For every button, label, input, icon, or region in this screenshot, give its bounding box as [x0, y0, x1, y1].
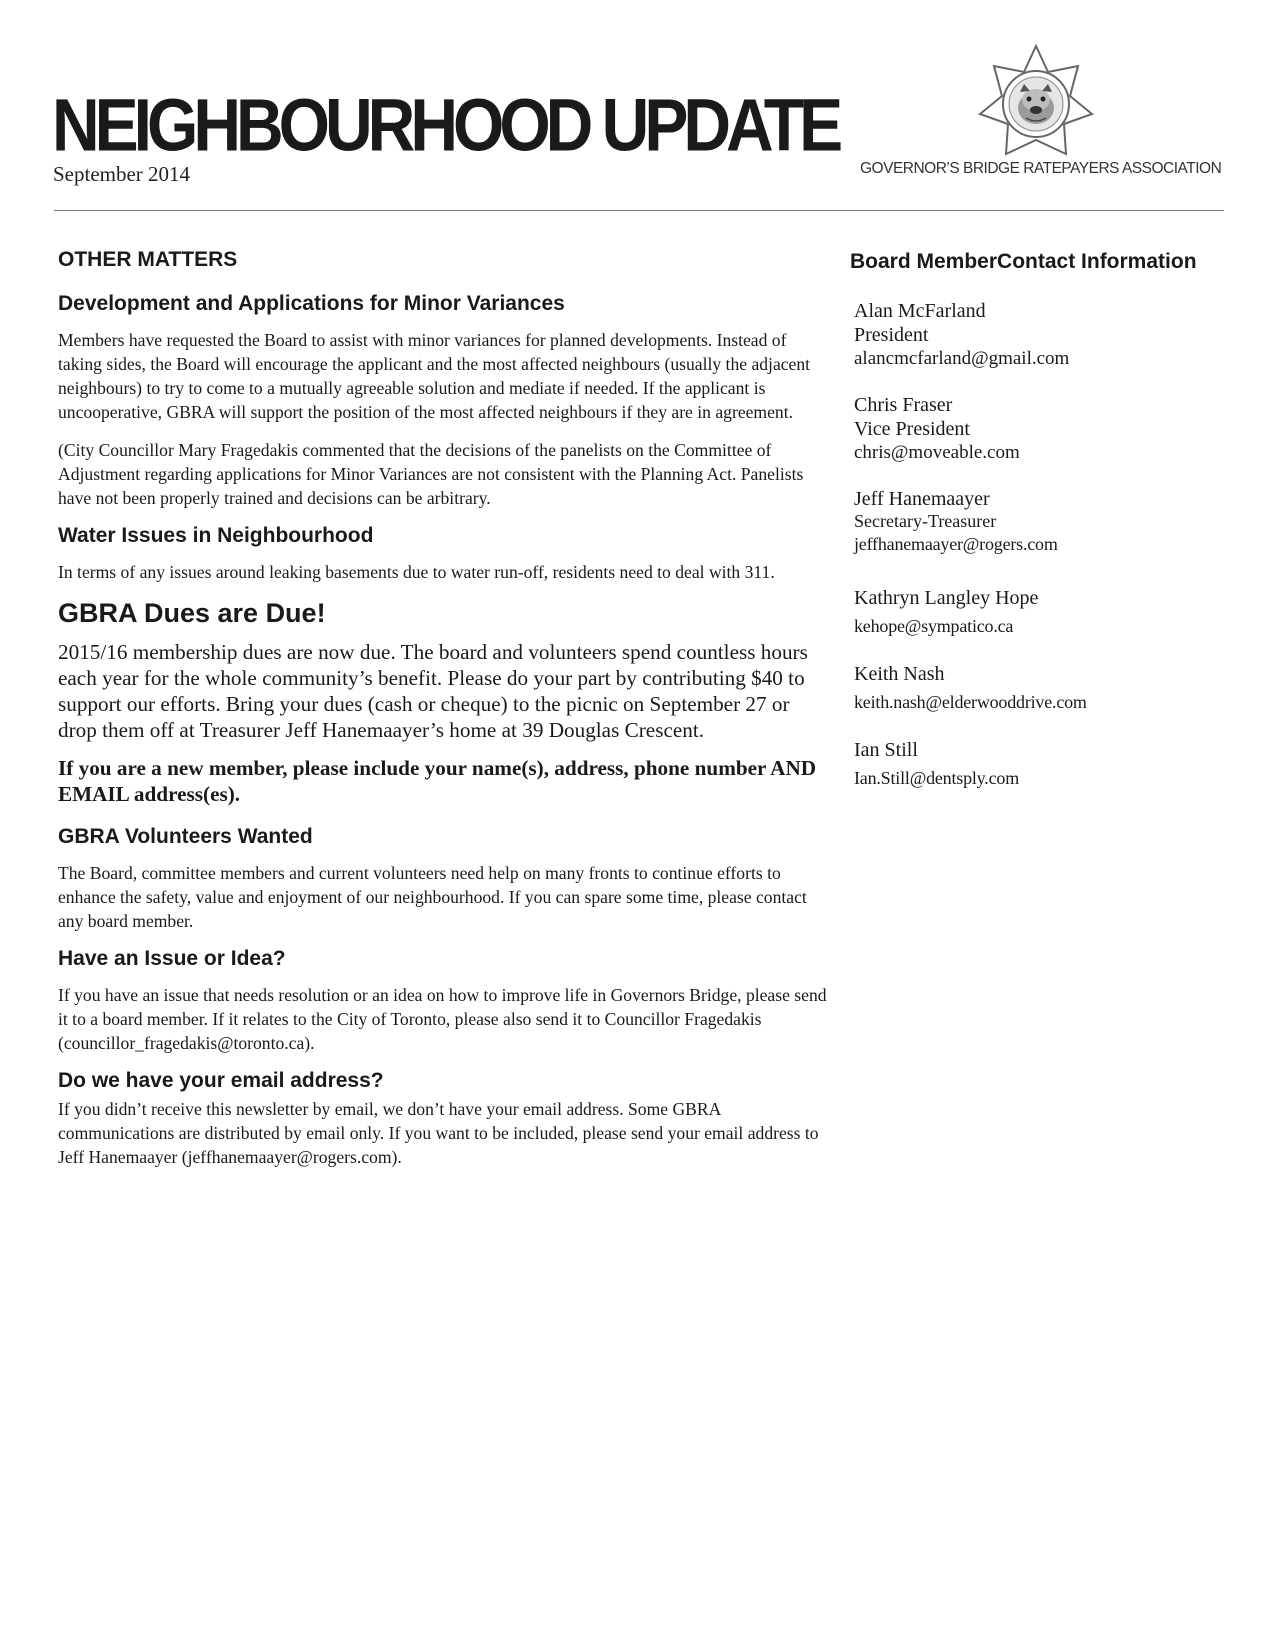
member-email[interactable]: chris@moveable.com: [854, 442, 1020, 463]
board-member: [854, 487, 1230, 556]
email-address-paragraph: If you didn’t receive this newsletter by email, we don’t have your email address. Some GBRA communications are distributed by email only. If you want to be included, please send your email address to Jeff Hanemaayer (jeffhanemaayer@rogers.com).: [58, 1099, 819, 1167]
dues-paragraph: 2015/16 membership dues are now due. The board and volunteers spend countless hours each year for the whole community’s benefit. Please do your part by contributing $40 to support our efforts. Bring your dues (cash or cheque) to the picnic on September 27 or drop them off at Treasurer Jeff Hanemaayer’s home at 39 Douglas Crescent.: [58, 640, 808, 742]
main-column: [58, 248, 828, 1183]
member-name: Ian Still: [854, 739, 918, 761]
bulldog-rose-crest-icon: [978, 44, 1094, 156]
member-email[interactable]: jeffhanemaayer@rogers.com: [854, 534, 1058, 554]
association-name: GOVERNOR’S BRIDGE RATEPAYERS ASSOCIATION: [860, 160, 1222, 177]
new-member-notice: If you are a new member, please include your name(s), address, phone number AND EMAIL address(es).: [58, 756, 817, 806]
minor-variances-paragraph: Members have requested the Board to assist with minor variances for planned developments. Instead of taking sides, the Board will encourage the applicant and the most affected neighbours (usually the adjacent neighbours) to try to come to a mutually agreeable solution and mediate if needed. If the applicant is uncooperative, GBRA will support the position of the most affected neighbours if they are in agreement.: [58, 330, 811, 422]
board-member: [854, 393, 1230, 465]
member-email[interactable]: alancmcfarland@gmail.com: [854, 348, 1070, 369]
issue-date: September 2014: [53, 162, 191, 186]
board-member: [854, 662, 1230, 714]
board-contacts-title: Board MemberContact Information: [850, 250, 1197, 273]
section-title: OTHER MATTERS: [58, 248, 238, 271]
member-role: President: [854, 324, 929, 346]
issue-idea-heading: Have an Issue or Idea?: [58, 947, 286, 970]
board-member: [854, 586, 1230, 638]
dues-heading: GBRA Dues are Due!: [58, 598, 326, 628]
member-email[interactable]: kehope@sympatico.ca: [854, 616, 1014, 636]
board-member: [854, 738, 1230, 790]
member-email[interactable]: Ian.Still@dentsply.com: [854, 768, 1019, 788]
member-name: Kathryn Langley Hope: [854, 587, 1039, 609]
member-name: Jeff Hanemaayer: [854, 488, 990, 510]
water-issues-heading: Water Issues in Neighbourhood: [58, 524, 374, 547]
board-contacts-sidebar: [850, 248, 1230, 812]
header-divider: [54, 210, 1224, 211]
volunteers-heading: GBRA Volunteers Wanted: [58, 825, 313, 848]
minor-variances-heading: Development and Applications for Minor Variances: [58, 292, 565, 315]
board-member: [854, 299, 1230, 371]
councillor-comment-paragraph: (City Councillor Mary Fragedakis commented that the decisions of the panelists on the Committee of Adjustment regarding applications for Minor Variances are not consistent with the Planning Act. Panelists have not been properly trained and decisions can be arbitrary.: [58, 440, 804, 508]
member-role: Secretary-Treasurer: [854, 511, 997, 531]
member-role: Vice President: [854, 418, 970, 440]
member-email[interactable]: keith.nash@elderwooddrive.com: [854, 692, 1087, 712]
member-name: Chris Fraser: [854, 394, 953, 416]
newsletter-title: NEIGHBOURHOOD UPDATE: [52, 83, 839, 167]
volunteers-paragraph: The Board, committee members and current volunteers need help on many fronts to continue efforts to enhance the safety, value and enjoyment of our neighbourhood. If you can spare some time, please contact any board member.: [58, 863, 807, 931]
member-name: Alan McFarland: [854, 300, 986, 322]
member-name: Keith Nash: [854, 663, 945, 685]
email-address-heading: Do we have your email address?: [58, 1069, 384, 1092]
issue-idea-paragraph: If you have an issue that needs resolution or an idea on how to improve life in Governors Bridge, please send it to a board member. If it relates to the City of Toronto, please also send it to Councillor Fragedakis (councillor_fragedakis@toronto.ca).: [58, 985, 827, 1053]
water-issues-paragraph: In terms of any issues around leaking basements due to water run-off, residents need to deal with 311.: [58, 562, 775, 582]
